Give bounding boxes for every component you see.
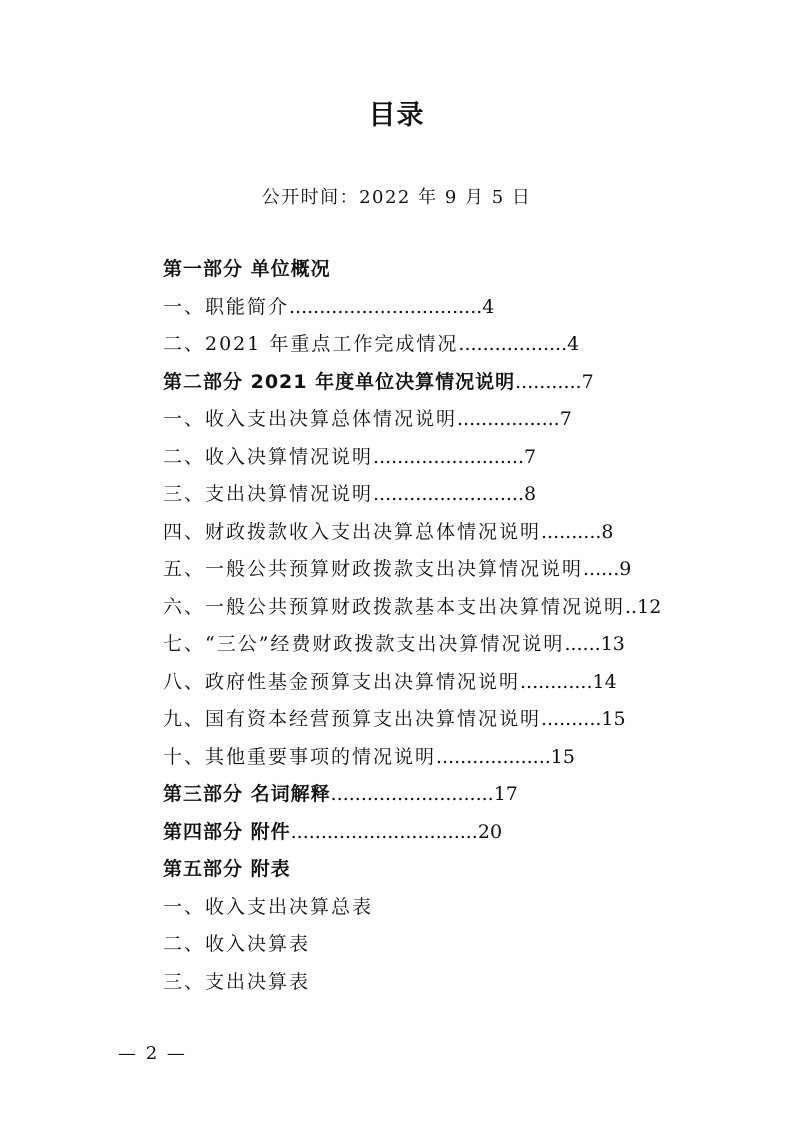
toc-entry-label: 二、2021 年重点工作完成情况 — [163, 333, 459, 355]
toc-entry — [163, 926, 763, 964]
toc-leader: ........................... — [330, 783, 494, 805]
toc-page-number: 12 — [637, 595, 662, 618]
toc-part-heading — [163, 814, 763, 852]
table-of-contents — [163, 251, 763, 1001]
toc-entry — [163, 401, 763, 439]
toc-leader: ......................... — [373, 483, 525, 505]
toc-entry-label: 三、支出决算情况说明 — [163, 483, 374, 505]
toc-page-number: 7 — [524, 445, 537, 468]
toc-leader: ............................... — [290, 820, 478, 843]
toc-page-number: 20 — [477, 820, 503, 843]
toc-page-number: 7 — [559, 408, 572, 430]
toc-entry-label: 六、一般公共预算财政拨款基本支出决算情况说明 — [163, 595, 626, 618]
toc-entry — [163, 514, 763, 552]
toc-page-number: 9 — [619, 558, 632, 580]
toc-entry — [163, 551, 763, 589]
toc-page-number: 8 — [601, 520, 614, 543]
toc-page-number: 8 — [524, 483, 537, 505]
toc-entry-label: 二、收入决算情况说明 — [163, 445, 374, 468]
toc-leader: ...... — [564, 633, 601, 655]
toc-entry-label: 第一部分 单位概况 — [163, 258, 331, 280]
toc-entry-label: 第三部分 名词解释 — [163, 783, 331, 805]
toc-leader: .......... — [541, 708, 602, 730]
toc-leader: ...... — [583, 558, 620, 580]
toc-part-heading — [163, 851, 763, 889]
toc-entry-label: 十、其他重要事项的情况说明 — [163, 745, 437, 768]
toc-entry — [163, 326, 763, 364]
toc-entry — [163, 889, 763, 927]
toc-page-number: 7 — [581, 370, 594, 393]
toc-page-number: 4 — [567, 333, 580, 355]
toc-entry — [163, 626, 763, 664]
toc-entry-label: 三、支出决算表 — [163, 970, 311, 993]
toc-entry — [163, 589, 763, 627]
toc-entry-label: 九、国有资本经营预算支出决算情况说明 — [163, 708, 542, 730]
toc-page-number: 15 — [550, 745, 575, 768]
toc-leader: ................... — [436, 745, 551, 768]
toc-page-number: 17 — [493, 783, 518, 805]
toc-entry-label: 二、收入决算表 — [163, 933, 311, 955]
toc-entry — [163, 664, 763, 702]
toc-leader: ................................ — [289, 295, 483, 318]
toc-entry-label: 第二部分 2021 年度单位决算情况说明 — [163, 370, 516, 393]
toc-entry-label: 一、职能简介 — [163, 295, 290, 318]
toc-entry — [163, 439, 763, 477]
toc-leader: .................. — [458, 333, 568, 355]
toc-entry-label: 四、财政拨款收入支出决算总体情况说明 — [163, 520, 542, 543]
toc-entry — [163, 701, 763, 739]
toc-leader: ......................... — [373, 445, 525, 468]
toc-entry-label: 第五部分 附表 — [163, 858, 291, 880]
toc-part-heading — [163, 364, 763, 402]
toc-leader: ........... — [515, 370, 582, 393]
toc-leader: ................. — [457, 408, 560, 430]
toc-page-number: 4 — [482, 295, 495, 318]
toc-leader: .......... — [541, 520, 602, 543]
toc-part-heading — [163, 251, 763, 289]
toc-entry-label: 第四部分 附件 — [163, 820, 291, 843]
toc-entry-label: 八、政府性基金预算支出决算情况说明 — [163, 670, 521, 693]
document-title: 目录 — [368, 100, 425, 131]
publish-date: 公开时间：2022 年 9 月 5 日 — [261, 187, 532, 208]
toc-part-heading — [163, 776, 763, 814]
toc-entry — [163, 289, 763, 327]
toc-entry-label: 一、收入支出决算总体情况说明 — [163, 408, 458, 430]
toc-entry — [163, 739, 763, 777]
toc-entry — [163, 964, 763, 1002]
toc-page-number: 13 — [600, 633, 625, 655]
toc-entry-label: 一、收入支出决算总表 — [163, 895, 374, 918]
toc-page-number: 14 — [592, 670, 617, 693]
toc-entry-label: 七、“三公”经费财政拨款支出决算情况说明 — [163, 633, 565, 655]
toc-leader: ............ — [520, 670, 593, 693]
toc-page-number: 15 — [601, 708, 626, 730]
toc-entry — [163, 476, 763, 514]
toc-leader: .. — [625, 595, 638, 618]
toc-entry-label: 五、一般公共预算财政拨款支出决算情况说明 — [163, 558, 584, 580]
page-footer-number: — 2 — — [118, 1043, 187, 1064]
